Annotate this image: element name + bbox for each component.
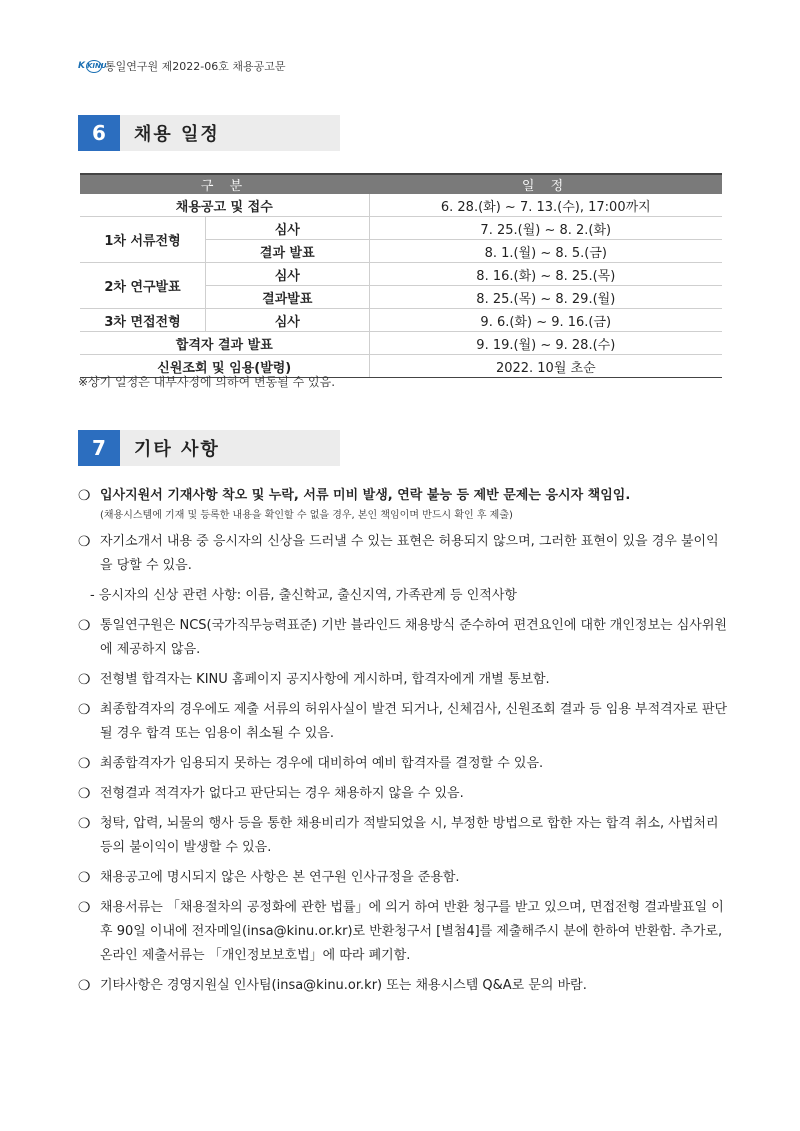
row-date: 7. 25.(월) ~ 8. 2.(화) bbox=[369, 217, 722, 240]
kinu-logo: K KINU bbox=[78, 61, 107, 71]
item-subnote: (채용시스템에 기재 및 등록한 내용을 확인할 수 없을 경우, 본인 책임이며 반드시 확인 후 제출) bbox=[100, 510, 513, 521]
row-date: 6. 28.(화) ~ 7. 13.(수), 17:00까지 bbox=[369, 194, 722, 217]
item-text: 청탁, 압력, 뇌물의 행사 등을 통한 채용비리가 적발되었을 시, 부정한 방법으로 합한 자는 합격 취소, 사법처리 등의 불이익이 발생할 수 있음. bbox=[100, 816, 719, 855]
section-7-heading bbox=[78, 430, 340, 466]
col-header-category: 구 분 bbox=[80, 174, 369, 194]
row-label: 3차 면접전형 bbox=[80, 309, 206, 332]
list-item bbox=[78, 866, 728, 890]
table-row bbox=[80, 194, 722, 217]
row-date: 8. 25.(목) ~ 8. 29.(월) bbox=[369, 286, 722, 309]
list-item bbox=[78, 614, 728, 662]
circle-bullet-icon: ❍ bbox=[78, 488, 91, 504]
circle-bullet-icon: ❍ bbox=[78, 786, 91, 802]
section-7-number: 7 bbox=[78, 430, 120, 466]
list-subitem: - 응시자의 신상 관련 사항: 이름, 출신학교, 출신지역, 가족관계 등 인적사항 bbox=[90, 588, 517, 603]
doc-label: 통일연구원 제2022-06호 채용공고문 bbox=[104, 60, 286, 73]
row-sub: 심사 bbox=[206, 309, 370, 332]
logo-text: KINU bbox=[86, 60, 102, 73]
table-row bbox=[80, 332, 722, 355]
row-date: 2022. 10월 초순 bbox=[369, 355, 722, 378]
item-text: 기타사항은 경영지원실 인사팀(insa@kinu.or.kr) 또는 채용시스템 Q&A로 문의 바람. bbox=[100, 978, 587, 993]
circle-bullet-icon: ❍ bbox=[78, 900, 91, 916]
table-row bbox=[80, 217, 722, 240]
item-text: 전형별 합격자는 KINU 홈페이지 공지사항에 게시하며, 합격자에게 개별 통보함. bbox=[100, 672, 550, 687]
list-item bbox=[78, 974, 728, 998]
circle-bullet-icon: ❍ bbox=[78, 534, 91, 550]
item-text: 통일연구원은 NCS(국가직무능력표준) 기반 블라인드 채용방식 준수하여 편견요인에 대한 개인정보는 심사위원에 제공하지 않음. bbox=[100, 618, 727, 657]
circle-bullet-icon: ❍ bbox=[78, 702, 91, 718]
list-item bbox=[78, 896, 728, 968]
document-header bbox=[78, 58, 285, 74]
circle-bullet-icon: ❍ bbox=[78, 870, 91, 886]
row-label: 채용공고 및 접수 bbox=[80, 194, 369, 217]
item-text: 전형결과 적격자가 없다고 판단되는 경우 채용하지 않을 수 있음. bbox=[100, 786, 464, 801]
list-item bbox=[78, 668, 728, 692]
item-text: 입사지원서 기재사항 착오 및 누락, 서류 미비 발생, 연락 불능 등 제반 문제는 응시자 책임임. bbox=[100, 488, 631, 503]
schedule-note: ※상기 일정은 내부사정에 의하여 변동될 수 있음. bbox=[78, 375, 336, 389]
row-date: 8. 1.(월) ~ 8. 5.(금) bbox=[369, 240, 722, 263]
list-item bbox=[78, 698, 728, 746]
row-label: 합격자 결과 발표 bbox=[80, 332, 369, 355]
row-label: 신원조회 및 임용(발령) bbox=[80, 355, 369, 378]
item-text: 자기소개서 내용 중 응시자의 신상을 드러낼 수 있는 표현은 허용되지 않으며, 그러한 표현이 있을 경우 불이익을 당할 수 있음. bbox=[100, 534, 719, 573]
section-6-number: 6 bbox=[78, 115, 120, 151]
row-label: 1차 서류전형 bbox=[80, 217, 206, 263]
section-6-title: 채용 일정 bbox=[134, 124, 220, 145]
section-7-title: 기타 사항 bbox=[134, 439, 220, 460]
table-row bbox=[80, 263, 722, 286]
circle-bullet-icon: ❍ bbox=[78, 978, 91, 994]
list-item bbox=[78, 752, 728, 776]
item-text: 채용공고에 명시되지 않은 사항은 본 연구원 인사규정을 준용함. bbox=[100, 870, 460, 885]
notice-list bbox=[78, 484, 728, 1004]
item-text: 최종합격자의 경우에도 제출 서류의 허위사실이 발견 되거나, 신체검사, 신원조회 결과 등 임용 부적격자로 판단될 경우 합격 또는 임용이 취소될 수 있음. bbox=[100, 702, 728, 741]
list-item bbox=[78, 812, 728, 860]
row-sub: 결과 발표 bbox=[206, 240, 370, 263]
circle-bullet-icon: ❍ bbox=[78, 672, 91, 688]
schedule-table bbox=[80, 173, 722, 378]
item-text: 채용서류는 「채용절차의 공정화에 관한 법률」에 의거 하여 반환 청구를 받고 있으며, 면접전형 결과발표일 이후 90일 이내에 전자메일(insa@kinu.or.kr)로 반환청구서 [별첨4]를 제출해주시 분에 한하여 반환함. 추가로, 온라인 제출서류는 「개인정보보호법」에 따라 폐기함. bbox=[100, 900, 724, 963]
row-date: 9. 6.(화) ~ 9. 16.(금) bbox=[369, 309, 722, 332]
table-row bbox=[80, 309, 722, 332]
col-header-schedule: 일 정 bbox=[369, 174, 722, 194]
item-text: 최종합격자가 임용되지 못하는 경우에 대비하여 예비 합격자를 결정할 수 있음. bbox=[100, 756, 544, 771]
list-item bbox=[78, 484, 728, 524]
row-sub: 심사 bbox=[206, 217, 370, 240]
row-sub: 심사 bbox=[206, 263, 370, 286]
row-label: 2차 연구발표 bbox=[80, 263, 206, 309]
table-header-row bbox=[80, 174, 722, 194]
row-date: 9. 19.(월) ~ 9. 28.(수) bbox=[369, 332, 722, 355]
list-item bbox=[78, 530, 728, 578]
row-date: 8. 16.(화) ~ 8. 25.(목) bbox=[369, 263, 722, 286]
row-sub: 결과발표 bbox=[206, 286, 370, 309]
circle-bullet-icon: ❍ bbox=[78, 816, 91, 832]
section-6-heading bbox=[78, 115, 340, 151]
circle-bullet-icon: ❍ bbox=[78, 756, 91, 772]
list-item bbox=[78, 782, 728, 806]
circle-bullet-icon: ❍ bbox=[78, 618, 91, 634]
